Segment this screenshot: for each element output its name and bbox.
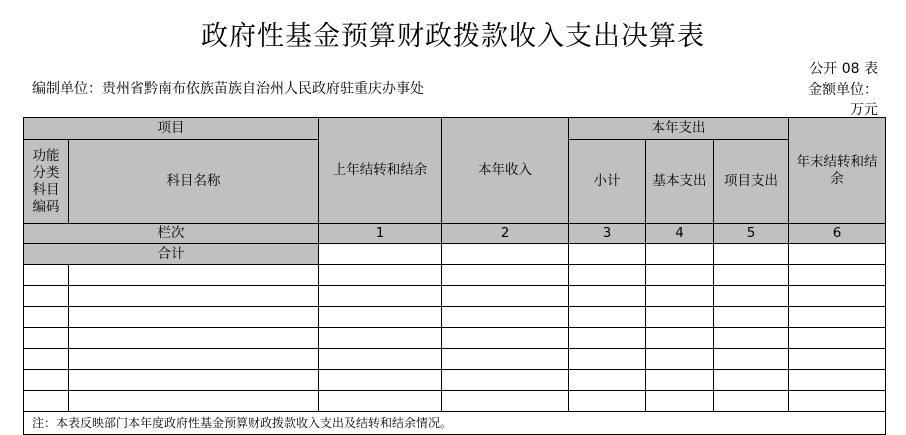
- header-basic-expense: 基本支出: [646, 140, 714, 224]
- table-cell: [714, 286, 789, 307]
- table-cell: [789, 265, 886, 286]
- table-cell: [569, 370, 646, 391]
- row-index-label: 栏次: [24, 224, 319, 244]
- table-cell: [69, 328, 319, 349]
- table-cell: [319, 349, 442, 370]
- table-cell: [646, 349, 714, 370]
- header-function-code: 功能分类科目编码: [24, 140, 69, 224]
- page-title: 政府性基金预算财政拨款收入支出决算表: [201, 21, 705, 52]
- table-cell: [569, 244, 646, 265]
- table-cell: [319, 328, 442, 349]
- table-cell: [646, 328, 714, 349]
- header-current-expense-group: 本年支出: [569, 118, 789, 140]
- table-cell: [319, 244, 442, 265]
- table-cell: [24, 286, 69, 307]
- header-year-end-carryover: 年末结转和结余: [789, 118, 886, 224]
- table-cell: [24, 328, 69, 349]
- table-cell: [442, 307, 569, 328]
- column-index: 4: [646, 224, 714, 244]
- table-cell: [69, 286, 319, 307]
- table-cell: [319, 391, 442, 412]
- table-cell: [69, 370, 319, 391]
- form-number: 公开 08 表: [809, 61, 878, 77]
- table-row: [24, 265, 886, 286]
- table-cell: [442, 370, 569, 391]
- amount-unit-value: 万元: [850, 102, 878, 118]
- table-cell: [569, 286, 646, 307]
- table-cell: [442, 244, 569, 265]
- table-cell: [69, 307, 319, 328]
- table-cell: [24, 349, 69, 370]
- table-cell: [569, 265, 646, 286]
- table-cell: [24, 265, 69, 286]
- table-cell: [442, 349, 569, 370]
- table-cell: [319, 265, 442, 286]
- table-cell: [714, 307, 789, 328]
- header-current-income: 本年收入: [442, 118, 569, 224]
- table-cell: [69, 391, 319, 412]
- table-row: [24, 286, 886, 307]
- table-cell: [789, 328, 886, 349]
- column-index: 5: [714, 224, 789, 244]
- header-project-expense: 项目支出: [714, 140, 789, 224]
- table-cell: [24, 307, 69, 328]
- table-cell: [646, 307, 714, 328]
- table-cell: [69, 265, 319, 286]
- table-cell: [442, 265, 569, 286]
- table-cell: [714, 391, 789, 412]
- budget-table: [23, 117, 886, 435]
- column-index: 2: [442, 224, 569, 244]
- table-cell: [569, 391, 646, 412]
- table-cell: [646, 265, 714, 286]
- table-cell: [789, 307, 886, 328]
- column-index: 1: [319, 224, 442, 244]
- table-cell: [319, 307, 442, 328]
- table-footnote: 注：本表反映部门本年度政府性基金预算财政拨款收入支出及结转和结余情况。: [24, 412, 886, 435]
- table-cell: [319, 286, 442, 307]
- table-cell: [442, 391, 569, 412]
- table-cell: [319, 370, 442, 391]
- table-cell: [714, 265, 789, 286]
- table-cell: [646, 391, 714, 412]
- amount-unit-label: 金额单位：: [808, 82, 878, 98]
- table-cell: [69, 349, 319, 370]
- header-item-group: 项目: [24, 118, 319, 140]
- table-row: [24, 328, 886, 349]
- header-subtotal: 小计: [569, 140, 646, 224]
- total-row-label: 合计: [24, 244, 319, 265]
- table-cell: [569, 349, 646, 370]
- table-cell: [569, 307, 646, 328]
- table-cell: [714, 244, 789, 265]
- table-cell: [789, 370, 886, 391]
- column-index: 6: [789, 224, 886, 244]
- table-cell: [714, 349, 789, 370]
- table-cell: [714, 370, 789, 391]
- table-cell: [789, 391, 886, 412]
- table-row: [24, 370, 886, 391]
- table-cell: [646, 370, 714, 391]
- table-row: [24, 349, 886, 370]
- table-row: [24, 391, 886, 412]
- table-row: [24, 307, 886, 328]
- table-cell: [714, 328, 789, 349]
- header-prior-carryover: 上年结转和结余: [319, 118, 442, 224]
- column-index: 3: [569, 224, 646, 244]
- table-cell: [789, 286, 886, 307]
- table-cell: [442, 328, 569, 349]
- table-cell: [24, 391, 69, 412]
- table-cell: [24, 370, 69, 391]
- table-cell: [569, 328, 646, 349]
- organization-label: 编制单位：贵州省黔南布依族苗族自治州人民政府驻重庆办事处: [32, 81, 424, 97]
- table-cell: [646, 286, 714, 307]
- header-subject-name: 科目名称: [69, 140, 319, 224]
- table-cell: [646, 244, 714, 265]
- table-cell: [442, 286, 569, 307]
- table-cell: [789, 349, 886, 370]
- table-cell: [789, 244, 886, 265]
